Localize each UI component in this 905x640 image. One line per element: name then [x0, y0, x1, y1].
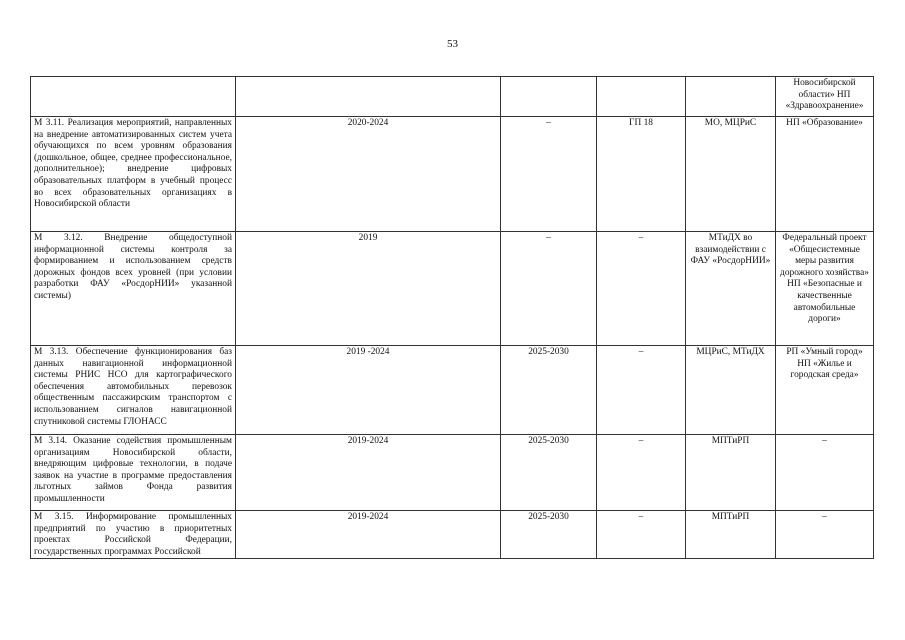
related-project: –	[776, 511, 874, 559]
table-row	[31, 435, 874, 511]
measures-table	[30, 76, 874, 559]
measure-description: М 3.14. Оказание содействия промышленным организациям Новосибирской области, внедряющим цифровые технологии, в подаче заявок на участие в программе предоставления льготных займов Фонда развития промышленности	[31, 435, 236, 511]
related-project: НП «Образование»	[776, 117, 874, 232]
period-realization: 2019	[236, 232, 501, 346]
measure-description: М 3.13. Обеспечение функционирования баз данных навигационной информационной системы РНИС НСО для картографического обеспечения автомобильных перевозок общественным пассажирским транспортом с использованием сигналов навигационной спутниковой системы ГЛОНАСС	[31, 346, 236, 435]
period-realization: 2020-2024	[236, 117, 501, 232]
related-project: РП «Умный город» НП «Жилье и городская среда»	[776, 346, 874, 435]
table-row	[31, 117, 874, 232]
measure-description: М 3.11. Реализация мероприятий, направленных на внедрение автоматизированных систем учета обучающихся по всем уровням образования (дошкольное, общее, среднее профессиональное, дополнительное); внедрение цифровых образовательных платформ в учебный процесс во всех образовательных организациях в Новосибирской области	[31, 117, 236, 232]
executors: МТиДХ во взаимодействии с ФАУ «РосдорНИИ»	[686, 232, 776, 346]
measure-description: М 3.15. Информирование промышленных предприятий по участию в приоритетных проектах Российской Федерации, государственных программах Российской	[31, 511, 236, 559]
program-reference: –	[597, 346, 686, 435]
program-reference: –	[597, 511, 686, 559]
measure-description: М 3.12. Внедрение общедоступной информационной системы контроля за формированием и использованием средств дорожных фондов всех уровней (при условии разработки ФАУ «РосдорНИИ» указанной системы)	[31, 232, 236, 346]
executors	[686, 77, 776, 117]
period-continuation: 2025-2030	[501, 346, 597, 435]
executors: МПТиРП	[686, 511, 776, 559]
related-project: –	[776, 435, 874, 511]
related-project: Федеральный проект «Общесистемные меры развития дорожного хозяйства» НП «Безопасные и качественные автомобильные дороги»	[776, 232, 874, 346]
page-number: 53	[447, 38, 458, 50]
program-reference: –	[597, 435, 686, 511]
period-continuation: 2025-2030	[501, 435, 597, 511]
period-realization: 2019-2024	[236, 511, 501, 559]
table-row	[31, 346, 874, 435]
period-continuation: –	[501, 232, 597, 346]
executors: МЦРиС, МТиДХ	[686, 346, 776, 435]
table-row	[31, 511, 874, 559]
period-realization	[236, 77, 501, 117]
period-realization: 2019-2024	[236, 435, 501, 511]
period-continuation: –	[501, 117, 597, 232]
table-row	[31, 77, 874, 117]
executors: МПТиРП	[686, 435, 776, 511]
executors: МО, МЦРиС	[686, 117, 776, 232]
program-reference: –	[597, 232, 686, 346]
table-row	[31, 232, 874, 346]
program-reference: ГП 18	[597, 117, 686, 232]
measure-description	[31, 77, 236, 117]
period-continuation: 2025-2030	[501, 511, 597, 559]
period-continuation	[501, 77, 597, 117]
program-reference	[597, 77, 686, 117]
related-project: Новосибирской области» НП «Здравоохранение»	[776, 77, 874, 117]
period-realization: 2019 -2024	[236, 346, 501, 435]
